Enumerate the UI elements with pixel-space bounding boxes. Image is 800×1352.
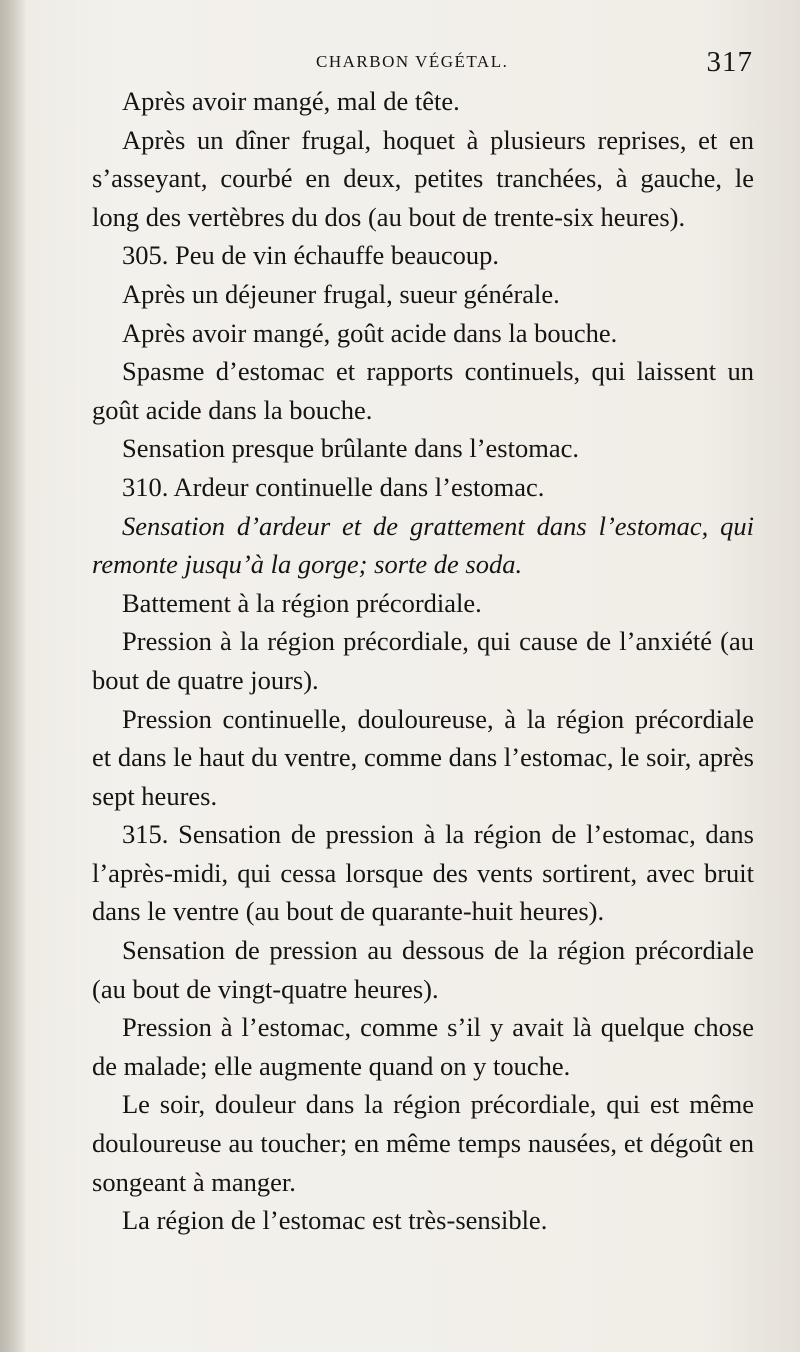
paragraph: Après un dîner frugal, hoquet à plusieurs reprises, et en s’asseyant, courbé en deux, petites tranchées, à gauche, le long des vertèbres du dos (au bout de trente-six heures). [92, 124, 754, 232]
paragraph: Après un déjeuner frugal, sueur générale. [122, 278, 560, 309]
paragraph: Sensation presque brûlante dans l’estomac. [122, 433, 579, 464]
paragraph: Battement à la région précordiale. [122, 587, 482, 618]
paragraph: Pression à l’estomac, comme s’il y avait là quelque chose de malade; elle augmente quand on y touche. [92, 1012, 754, 1081]
paragraph: Le soir, douleur dans la région précordiale, qui est même douloureuse au toucher; en même temps nausées, et dégoût en songeant à manger. [92, 1089, 754, 1197]
running-head [0, 46, 800, 86]
running-title: CHARBON VÉGÉTAL. [316, 52, 509, 71]
paragraph: 305. Peu de vin échauffe beaucoup. [122, 240, 500, 271]
paragraph: 310. Ardeur continuelle dans l’estomac. [122, 471, 545, 502]
paragraph: Sensation d’ardeur et de grattement dans l’estomac, qui remonte jusqu’à la gorge; sorte de soda. [92, 510, 754, 580]
paragraph: La région de l’estomac est très-sensible. [122, 1205, 548, 1236]
paragraph: Après avoir mangé, goût acide dans la bouche. [122, 317, 618, 348]
paragraph: Après avoir mangé, mal de tête. [122, 86, 460, 116]
paragraph: Sensation de pression au dessous de la région précordiale (au bout de vingt-quatre heures). [92, 935, 754, 1004]
paragraph: Spasme d’estomac et rapports continuels, qui laissent un goût acide dans la bouche. [92, 356, 754, 425]
paragraph: 315. Sensation de pression à la région de l’estomac, dans l’après-midi, qui cessa lorsque des vents sortirent, avec bruit dans le ventre (au bout de quarante-huit heures). [92, 819, 754, 927]
paragraph: Pression continuelle, douloureuse, à la région précordiale et dans le haut du ventre, comme dans l’estomac, le soir, après sept heures. [92, 703, 754, 811]
paragraph: Pression à la région précordiale, qui cause de l’anxiété (au bout de quatre jours). [92, 626, 754, 695]
page-gutter-shadow [0, 0, 26, 1352]
body-text [92, 82, 754, 1240]
page-number: 317 [706, 46, 753, 78]
